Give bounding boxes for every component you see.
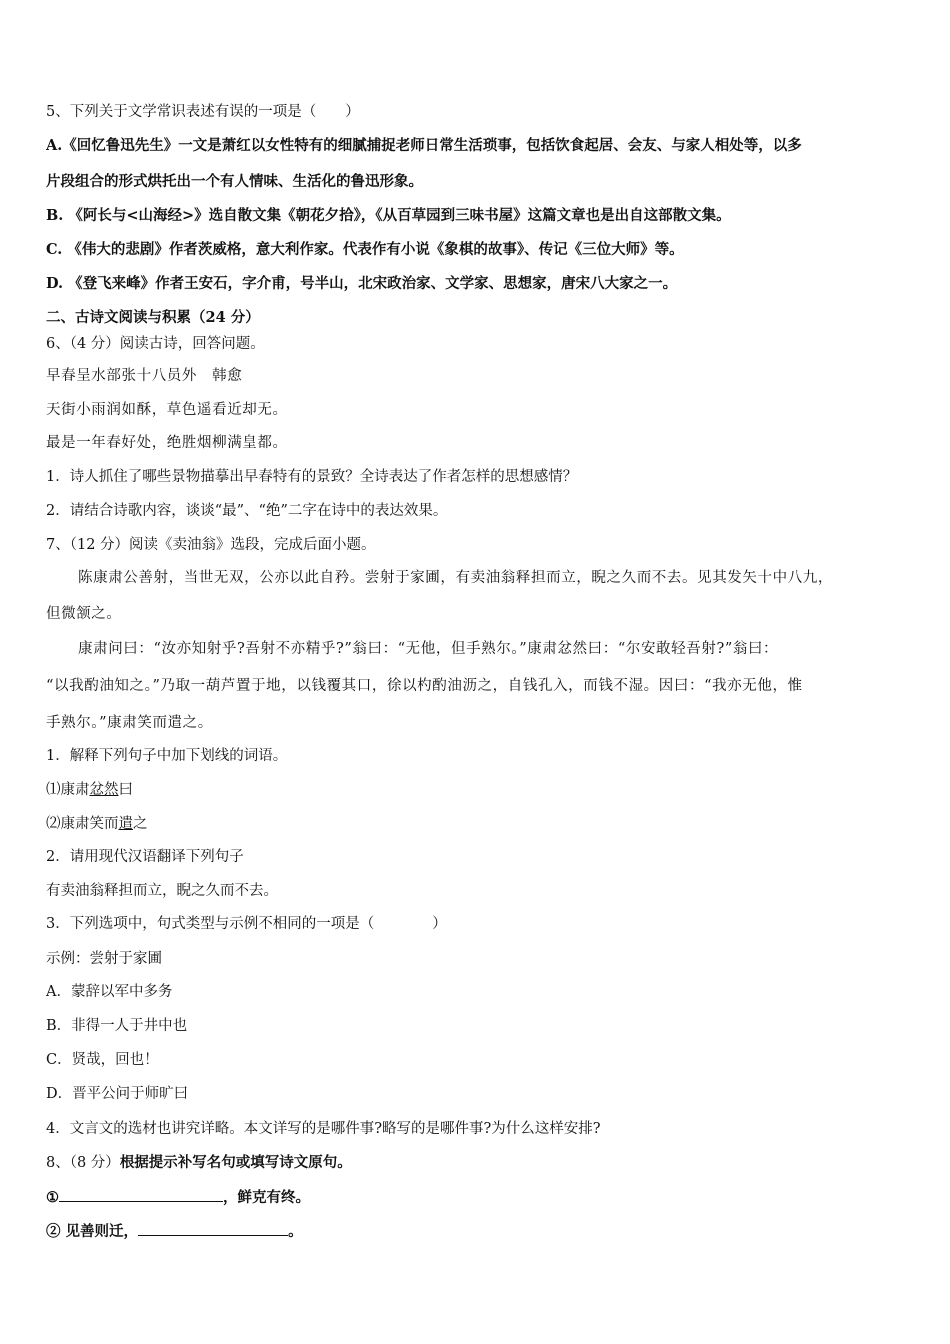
poem-title: 早春呈水部张十八员外 韩愈 [46, 368, 243, 384]
passage-p1-line1: 陈康肃公善射，当世无双，公亦以此自矜。尝射于家圃，有卖油翁释担而立，睨之久而不去。见其发矢十中八九， [78, 570, 833, 586]
q7-sub1-item1 [46, 780, 133, 800]
q7-sub3-option-d: D．晋平公问于师旷曰 [46, 1086, 189, 1102]
item2-prefix: ⑵康肃笑而 [46, 816, 119, 832]
q7-sub3-example: 示例：尝射于家圃 [46, 951, 162, 967]
q7-sub2: 2．请用现代汉语翻译下列句子 [46, 849, 244, 865]
passage-p2-line3: 手熟尔。”康肃笑而遣之。 [46, 715, 213, 731]
item2-suffix: 之 [133, 816, 148, 832]
q7-sub3-option-b: B．非得一人于井中也 [46, 1018, 188, 1034]
item2-end: 。 [288, 1223, 303, 1240]
q6-sub2: 2．请结合诗歌内容，谈谈“最”、“绝”二字在诗中的表达效果。 [46, 503, 448, 519]
q8-stem [46, 1153, 352, 1173]
q6-sub1: 1．诗人抓住了哪些景物描摹出早春特有的景致？全诗表达了作者怎样的思想感情？ [46, 469, 578, 485]
item1-suffix: 曰 [118, 782, 133, 798]
fill-blank-2[interactable] [138, 1221, 288, 1236]
q7-sub2-sentence: 有卖油翁释担而立，睨之久而不去。 [46, 883, 278, 899]
q5-option-a-line1: A.《回忆鲁迅先生》一文是萧红以女性特有的细腻捕捉老师日常生活琐事，包括饮食起居、会友、与家人相处等，以多 [46, 137, 802, 154]
q5-option-d: D. 《登飞来峰》作者王安石，字介甫，号半山，北宋政治家、文学家、思想家，唐宋八大家之一。 [46, 275, 678, 292]
q7-sub3-option-c: C．贤哉，回也！ [46, 1052, 159, 1068]
q5-option-b: B. 《阿长与<山海经>》选自散文集《朝花夕拾》，《从百草园到三味书屋》这篇文章也是出自这部散文集。 [46, 207, 731, 224]
q7-sub1-item2 [46, 814, 148, 834]
q8-item1 [46, 1187, 310, 1208]
q7-stem: 7、（12 分）阅读《卖油翁》选段，完成后面小题。 [46, 537, 376, 553]
item-marker-1: ① [46, 1189, 59, 1206]
passage-p2-line1: 康肃问曰：“汝亦知射乎?吾射不亦精乎?”翁曰：“无他，但手熟尔。”康肃忿然曰：“尔安敢轻吾射?”翁曰： [78, 641, 779, 657]
poem-line-2: 最是一年春好处，绝胜烟柳满皇都。 [46, 435, 288, 451]
q8-number: 8、（8 分） [46, 1155, 120, 1171]
q5-option-a-line2: 片段组合的形式烘托出一个有人情味、生活化的鲁迅形象。 [46, 173, 423, 190]
q7-sub3: 3．下列选项中，句式类型与示例不相同的一项是（ ） [46, 916, 447, 932]
section-heading: 二、古诗文阅读与积累（24 分） [46, 309, 260, 326]
q8-instruction: 根据提示补写名句或填写诗文原句。 [119, 1154, 352, 1171]
q6-stem: 6、（4 分）阅读古诗，回答问题。 [46, 336, 265, 352]
underlined-word-2: 遣 [118, 816, 133, 832]
q8-item2 [46, 1221, 303, 1242]
passage-p2-line2: “以我酌油知之。”乃取一葫芦置于地，以钱覆其口，徐以杓酌油沥之，自钱孔入，而钱不湿。因曰：“我亦无他，惟 [46, 678, 803, 694]
q7-sub4: 4．文言文的选材也讲究详略。本文详写的是哪件事?略写的是哪件事?为什么这样安排? [46, 1121, 601, 1137]
item2-text: ② 见善则迁， [46, 1223, 139, 1240]
passage-p1-line2: 但微颔之。 [46, 606, 122, 622]
q7-sub3-option-a: A．蒙辞以军中多务 [46, 984, 173, 1000]
poem-line-1: 天街小雨润如酥，草色遥看近却无。 [46, 402, 288, 418]
fill-blank-1[interactable] [59, 1187, 223, 1202]
q5-stem: 5、下列关于文学常识表述有误的一项是（ ） [46, 104, 360, 120]
item1-text: ，鲜克有终。 [223, 1189, 310, 1206]
q7-sub1: 1．解释下列句子中加下划线的词语。 [46, 748, 288, 764]
underlined-word-1: 忿然 [89, 782, 119, 798]
q5-option-c: C. 《伟大的悲剧》作者茨威格，意大利作家。代表作有小说《象棋的故事》、传记《三位大师》等。 [46, 241, 684, 258]
item1-prefix: ⑴康肃 [46, 782, 90, 798]
